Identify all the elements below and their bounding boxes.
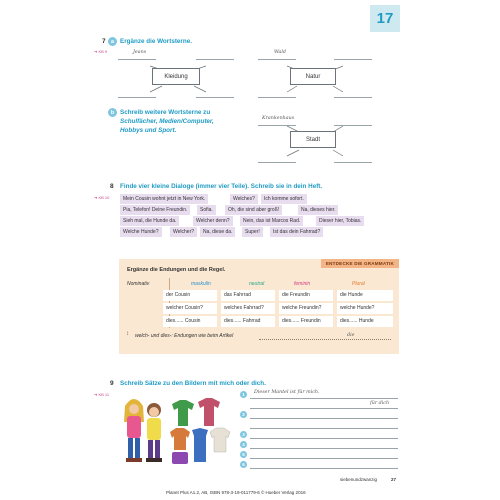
- dialog-chip[interactable]: Nein, das ist Marcos Rad.: [240, 216, 303, 226]
- star1-line-bottom-right[interactable]: [196, 97, 234, 98]
- star3-handwritten: Krankenhaus: [262, 116, 295, 121]
- dialog-chip[interactable]: Welcher denn?: [193, 216, 233, 226]
- exercise-7b-badge: b: [108, 108, 117, 117]
- line-number: 6: [240, 461, 247, 468]
- star1-line-top-right[interactable]: [196, 59, 234, 60]
- imprint: Planet Plus A1.2, AB, ISBN 978-3-19-011779-6 © Hueber Verlag 2016: [166, 490, 306, 495]
- line-number: 5: [240, 451, 247, 458]
- grammar-cell[interactable]: dies...... Hunde: [337, 316, 393, 327]
- exercise-9-title: Schreib Sätze zu den Bildern mit mich oder dich.: [120, 380, 266, 387]
- star2-line-bottom-right[interactable]: [334, 97, 372, 98]
- dialog-chip[interactable]: Oh, die sind aber groß!: [225, 205, 282, 215]
- star2-handwritten: Wald: [274, 50, 286, 55]
- line-number: 3: [240, 431, 247, 438]
- dialog-chip[interactable]: Sofia.: [197, 205, 216, 215]
- answer-lines: [240, 391, 400, 471]
- exercise-7b-topics-2: Hobbys und Sport.: [120, 127, 177, 134]
- header-neutral: neutral: [249, 281, 265, 287]
- dialog-chip[interactable]: Ist das dein Fahrrad?: [270, 227, 323, 237]
- grammar-cell[interactable]: die Hunde: [337, 290, 393, 301]
- star1-center-box: Kleidung: [152, 68, 200, 85]
- answer-hand-2: für dich: [370, 401, 390, 406]
- exercise-8-title: Finde vier kleine Dialoge (immer vier Teile). Schreib sie in dein Heft.: [120, 183, 323, 190]
- star1-handwritten: Jeans: [133, 50, 147, 55]
- dialog-chip[interactable]: Welcher?: [170, 227, 197, 237]
- grammar-rule-text: welch- und dies-: Endungen wie beim Artikel: [135, 333, 234, 339]
- star1-line-top-left[interactable]: [118, 59, 156, 60]
- grammar-title: Ergänze die Endungen und die Regel.: [127, 267, 226, 273]
- dialog-chip[interactable]: Ich komme sofort.: [261, 194, 307, 204]
- grammar-cell[interactable]: die Freundin: [279, 290, 333, 301]
- dialog-chip[interactable]: Mein Cousin wohnt jetzt in New York.: [120, 194, 208, 204]
- star2-center-box: Natur: [290, 68, 336, 85]
- grammar-cell[interactable]: das Fahrrad: [221, 290, 275, 301]
- dialog-chip[interactable]: Pia, Telefon! Deine Freundin.: [120, 205, 190, 215]
- grammar-box: [119, 259, 399, 354]
- answer-line-1[interactable]: [250, 398, 398, 399]
- page-number-box: 17: [370, 5, 400, 32]
- dialog-chip[interactable]: Na, dieses hier.: [298, 205, 338, 215]
- exercise-7a-title: Ergänze die Wortsterne.: [120, 38, 192, 45]
- clothing-illustration: [120, 392, 232, 468]
- answer-line-3[interactable]: [250, 438, 398, 439]
- page-word: siebenundzwanzig: [340, 477, 378, 482]
- grammar-cell[interactable]: welche Freundin?: [279, 303, 333, 314]
- star2-line-top-right[interactable]: [334, 59, 372, 60]
- dialog-chip[interactable]: Super!: [242, 227, 263, 237]
- star2-line-top-left[interactable]: [258, 59, 296, 60]
- star3-line-top-left[interactable]: [258, 125, 296, 126]
- answer-line-4[interactable]: [250, 448, 398, 449]
- kb-reference-9: ➜ KB 11: [94, 392, 110, 397]
- answer-hand-1: Dieser Mantel ist für mich.: [254, 390, 320, 395]
- grammar-cell[interactable]: welches Fahrrad?: [221, 303, 275, 314]
- header-maskulin: maskulin: [191, 281, 211, 287]
- grammar-cell[interactable]: dies...... Fahrrad: [221, 316, 275, 327]
- header-plural: Plural: [352, 281, 365, 287]
- grammar-cell[interactable]: welche Hunde?: [337, 303, 393, 314]
- answer-line-2[interactable]: [250, 418, 398, 419]
- grammar-cell[interactable]: der Cousin: [163, 290, 217, 301]
- page-number: 27: [391, 477, 397, 482]
- dialog-chip[interactable]: Sieh mal, die Hunde da.: [120, 216, 179, 226]
- grammar-row-label: Nominativ: [127, 281, 150, 287]
- rule-arrow-icon: ↕: [126, 331, 129, 337]
- exercise-7-number: 7: [102, 38, 106, 45]
- line-number: 2: [240, 411, 247, 418]
- star3-line-bottom-right[interactable]: [334, 162, 372, 163]
- kb-reference-7: ➜ KB 9: [94, 49, 108, 54]
- answer-line-6[interactable]: [250, 468, 398, 469]
- line-number: 1: [240, 391, 247, 398]
- dialog-chip[interactable]: Welche Hunde?: [120, 227, 162, 237]
- answer-line-2b[interactable]: [250, 428, 398, 429]
- star3-line-bottom-left[interactable]: [258, 162, 296, 163]
- grammar-rule-blank[interactable]: [259, 339, 391, 340]
- grammar-cell[interactable]: welcher Cousin?: [163, 303, 217, 314]
- exercise-7a-badge: a: [108, 37, 117, 46]
- exercise-8-number: 8: [110, 183, 114, 190]
- grammar-cell[interactable]: dies...... Freundin: [279, 316, 333, 327]
- exercise-7b-topics: Schulfächer, Medien/Computer,: [120, 118, 214, 125]
- grammar-rule-hand: die: [347, 333, 355, 338]
- grammar-cell[interactable]: dies...... Cousin: [163, 316, 217, 327]
- grammar-tag: ENTDECKE DIE GRAMMATIK: [321, 259, 399, 268]
- star3-center-box: Stadt: [290, 131, 336, 148]
- line-number: 4: [240, 441, 247, 448]
- dialog-chip[interactable]: Na, diese da.: [200, 227, 235, 237]
- header-feminin: feminin: [294, 281, 311, 287]
- kb-reference-8: ➜ KB 10: [94, 195, 110, 200]
- dialog-chip[interactable]: Welches?: [230, 194, 258, 204]
- exercise-9-number: 9: [110, 380, 114, 387]
- dialog-chip[interactable]: Dieser hier, Tobias.: [316, 216, 364, 226]
- answer-line-5[interactable]: [250, 458, 398, 459]
- star1-line-bottom-left[interactable]: [118, 97, 156, 98]
- star3-line-top-right[interactable]: [334, 125, 372, 126]
- star2-line-bottom-left[interactable]: [258, 97, 296, 98]
- answer-line-1b[interactable]: [250, 408, 398, 409]
- exercise-7b-title: Schreib weitere Wortsterne zu: [120, 109, 211, 116]
